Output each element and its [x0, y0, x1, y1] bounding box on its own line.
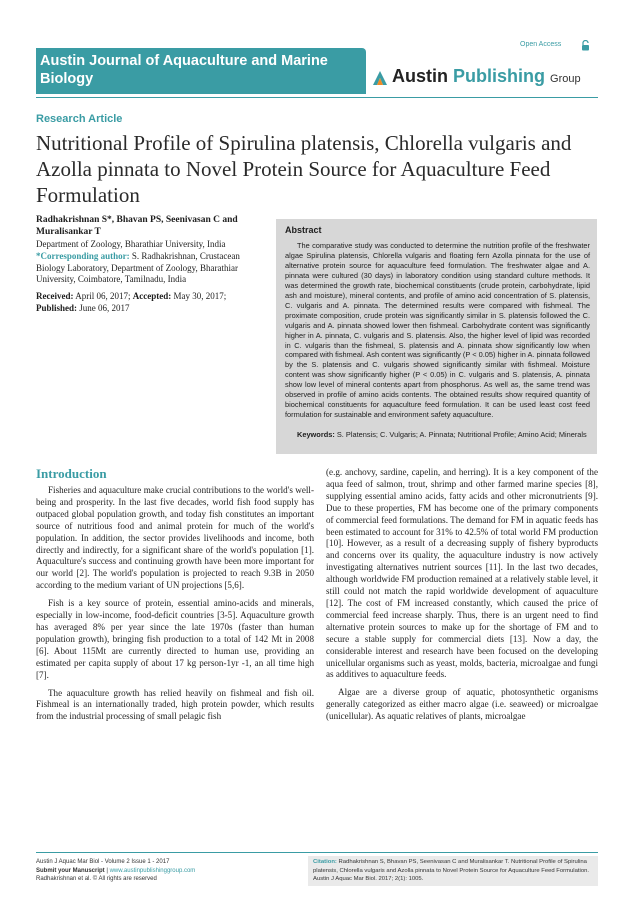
accepted-label: Accepted:: [132, 291, 172, 301]
body-paragraph: The aquaculture growth has relied heavily on fishmeal and fish oil. Fishmeal is an internationally traded, high protein powder, which results from the industrial processing of small pelagic fish: [36, 687, 314, 722]
footer-journal-line: Austin J Aquac Mar Biol - Volume 2 Issue 1 - 2017: [36, 859, 170, 865]
abstract-heading: Abstract: [285, 225, 322, 235]
corresponding-text: S. Radhakrishnan, Crustacean Biology Laboratory, Department of Zoology, Bharathiar University, Coimbatore, Tamilnadu, India: [36, 251, 240, 284]
abstract-text: The comparative study was conducted to determine the nutrition profile of the freshwater algae Spirulina platensis, Chlorella vulgaris and floating fern Azolla pinnata for the use of alternative protein source for aquaculture feed formulation. The freshwater algae and A. pinnata were cultured (30 days) in laboratory condition using standard culture methods. It was determined the growth rate, biochemical constituents (crude protein, carbohydrate, lipid ash and moisture), mineral contents, and profile of amino acid concentration of S. platensis, C. vulgaris and A. pinnata. The determined results were compared with fishmeal. The proximate composition, crude protein was significantly similar in S. platensis followed the C. vulgaris and A. pinnata showed lower then fishmeal. Carbohydrate content was significantly higher in A. pinnata, C. vulgaris and S. platensis. Also, the higher level of lipid was recorded in C. vulgaris than the fishmeal, S. platensis and A. pinnata show significantly low when compared with fishmeal. Ash content was significantly (P < 0.05) higher in A. pinnata followed by the S. platensis and C. vulgaris showed significantly similar with fishmeal. Moisture content was show significantly higher (P < 0.05) in C. vulgaris and S. platensis, A. pinnata show low level of mineral contents apart from phosphorus. As well as, the same trend was observed in profile of amino acids contents. The obtained results show required quantity of biochemical constituents for aquaculture feed formulation. It can be used least cost feed formulation for sustainable and environment safety aquaculture.: [285, 241, 590, 420]
body-paragraph: (e.g. anchovy, sardine, capelin, and herring). It is a key component of the aqua feed of salmon, trout, shrimp and other farmed marine species [8], supplying essential amino acids, fatty acids and other micronutrients [9]. Due to these properties, FM has become one of the primary components of commercial feed formulations. The demand for FM in aquatic feeds has been estimated to account for 31% to 42.5% of total world FM production [10]. However, as a result of a decreasing supply of fishery byproducts and concerns over its quality, the aquaculture industry is now actively investigating alternatives nutrient sources [11]. In the last two decades, although worldwide FM production remained at a relatively stable level, it still could not match the rapid worldwide development of aquaculture [12]. The cost of FM increased constantly, which caused the price of commercial feed increase sharply. Thus, there is an urgent need to find alternative protein sources to make up for the shortage of FM and to secure a stable supply for commercial diets [13]. Now a day, the considerable interest and research have been focused on the developing unicellular organisms such as yeast, molds, bacteria, microalgae and fungi as additives to aquaculture feeds.: [326, 467, 598, 680]
accepted-date: May 30, 2017;: [173, 291, 227, 301]
publisher-name-suffix: Group: [550, 73, 581, 85]
received-date: April 06, 2017;: [75, 291, 131, 301]
article-title: Nutritional Profile of Spirulina platensis, Chlorella vulgaris and Azolla pinnata to Novel Protein Source for Aquaculture Feed Formulation: [36, 131, 572, 207]
article-dates: [36, 291, 268, 314]
body-paragraph: Fisheries and aquaculture make crucial contributions to the world's well-being and prosperity. In the last five decades, world fish food supply has outpaced global population growth, and today fish constitutes an important source of nutritious food and animal protein for much of the world's population. In addition, the sector provides livelihoods and income, both directly and indirectly, for a significant share of the world's population [1]. Aquaculture's success and continuing growth have been more important for our world [2]. The world's population is projected to reach 9.3B in 2050 according to the medium variant of UN projections [5,6].: [36, 485, 314, 591]
corresponding-label: *Corresponding author:: [36, 251, 130, 261]
keywords-text: S. Platensis; C. Vulgaris; A. Pinnata; Nutritional Profile; Amino Acid; Minerals: [336, 430, 587, 439]
body-column-left: [36, 485, 314, 729]
introduction-heading: Introduction: [36, 466, 107, 481]
footer-info: Austin J Aquac Mar Biol - Volume 2 Issue 1 - 2017 Submit your Manuscript | www.austinpublishinggroup.com Radhakrishnan et al. © All rights are reserved: [36, 858, 276, 884]
article-type: Research Article: [36, 113, 123, 125]
submit-label: Submit your Manuscript: [36, 867, 105, 874]
open-access-label: Open Access: [520, 41, 562, 48]
copyright: Radhakrishnan et al. © All rights are reserved: [36, 876, 157, 883]
open-lock-icon: [581, 40, 590, 51]
publisher-name-accent: Publishing: [453, 66, 546, 86]
published-date: June 06, 2017: [79, 302, 130, 313]
body-paragraph: Algae are a diverse group of aquatic, photosynthetic organisms generally categorized as either macro algae (i.e. seaweed) or microalgae (unicellular). As aquatic relatives of plants, microalgae: [326, 687, 598, 722]
publisher-logo-icon: [372, 70, 388, 86]
keywords-label: Keywords:: [297, 430, 335, 439]
publisher-name-main: Austin: [392, 66, 448, 86]
footer-divider: [36, 852, 598, 853]
citation: [313, 858, 595, 884]
body-paragraph: Fish is a key source of protein, essential amino-acids and minerals, especially in low-income, food-deficit countries [3-5]. Aquaculture growth has averaged 8% per year since the late 1970s (faster than human population growth), bringing fish production to a total of 142 Mt in 2008 [6]. About 115Mt are currently directed to human use, providing an estimated per capita supply of about 17 kg person-1yr -1, an all time high [7].: [36, 598, 314, 680]
journal-title: Austin Journal of Aquaculture and Marine Biology: [40, 53, 328, 87]
citation-text: Radhakrishnan S, Bhavan PS, Seenivasan C and Muralisankar T. Nutritional Profile of Spirulina platensis, Chlorella vulgaris and Azolla pinnata to Novel Protein Source for Aquaculture Feed Formulation. Austin J Aquac Mar Biol. 2017; 2(1): 1005.: [313, 859, 590, 883]
citation-label: Citation:: [313, 859, 337, 865]
received-label: Received:: [36, 291, 74, 301]
keywords: [285, 430, 590, 440]
body-column-right: [326, 467, 598, 729]
publisher-logo: [392, 66, 581, 87]
submit-link[interactable]: www.austinpublishinggroup.com: [109, 867, 196, 874]
header-divider: [36, 97, 598, 98]
corresponding-author: [36, 251, 268, 286]
published-label: Published:: [36, 302, 78, 313]
author-list: Radhakrishnan S*, Bhavan PS, Seenivasan C and Muralisankar T: [36, 215, 238, 237]
affiliation: Department of Zoology, Bharathiar University, India: [36, 239, 226, 249]
